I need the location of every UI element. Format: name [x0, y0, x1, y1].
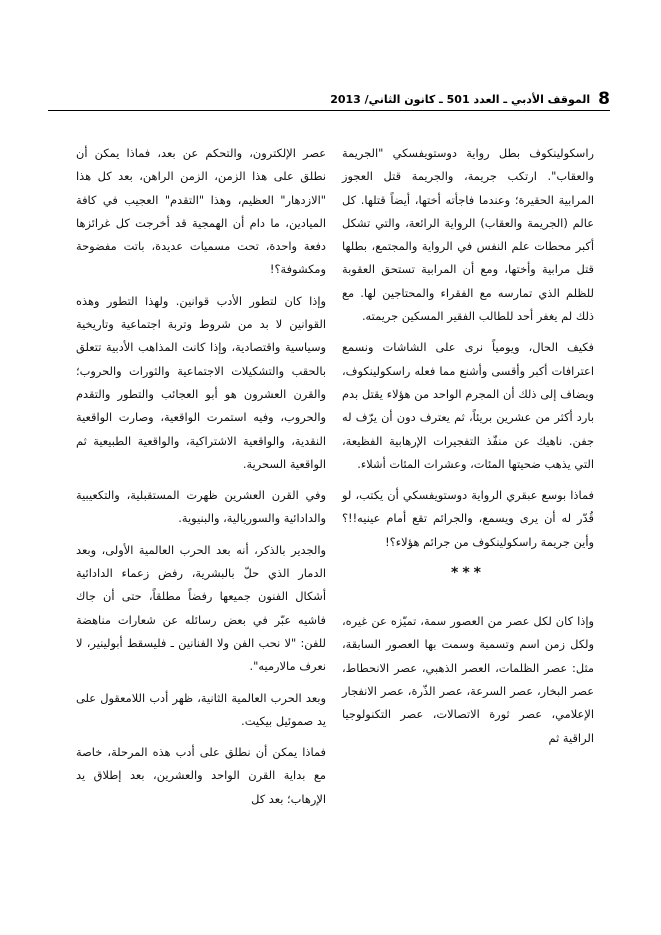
- article-paragraph: وفي القرن العشرين ظهرت المستقبلية، والتكعيبية والدادائية والسوريالية، والبنيوية.: [76, 488, 326, 526]
- article-paragraph: فماذا يمكن أن نطلق على أدب هذه المرحلة، خاصة مع بداية القرن الواحد والعشرين، بعد إطلاق يد الإرهاب؛ بعد كل: [76, 745, 326, 806]
- article-paragraph: فماذا بوسع عبقري الرواية دوستويفسكي أن يكتب، لو قُدّر له أن يرى ويسمع، والجرائم تقع أمام عينيه!!؟ وأين جريمة راسكولينكوف من جرائم هؤلاء؟!: [342, 488, 594, 549]
- left-column: [76, 142, 326, 819]
- header-rule: [48, 110, 610, 111]
- article-paragraph: وإذا كان لكل عصر من العصور سمة، تميّزه عن غيره، ولكل زمن اسم وتسمية وسمت بها العصور السابقة، مثل: عصر الظلمات، العصر الذهبي، عصر الانحطاط، عصر البخار، عصر السرعة، عصر الذّرة، عصر الانفجار الإعلامي، عصر ثورة الاتصالات، عصر التكنولوجيا الراقية ثم: [342, 614, 594, 745]
- article-paragraph: وإذا كان لتطور الأدب قوانين. ولهذا التطور وهذه القوانين لا بد من شروط وتربة اجتماعية وتاريخية وسياسية واقتصادية، وإذا كانت المذاهب الأدبية تتعلق بالحقب والتشكيلات الاجتماعية والثورات والحروب؛ والقرن العشرون هو أبو العجائب والتطور والتقدم والحروب، وفيه استمرت الواقعية، وصارت الواقعية النقدية، والواقعية الاشتراكية، والواقعية الطبيعية ثم الواقعية السحرية.: [76, 293, 326, 471]
- article-paragraph: فكيف الحال، ويومياً نرى على الشاشات ونسمع اعترافات أكبر وأقسى وأشنع مما فعله راسكولينكوف، ويضاف إلى ذلك أن المجرم الواحد من هؤلاء يقتل بدم بارد أكثر من عشرين بريئاً، ثم يعترف دون أن يرّف له جفن. ناهيك عن منفّذ التفجيرات الإرهابية الفظيعة، التي يذهب ضحيتها المئات، وعشرات المئات أشلاء.: [342, 340, 594, 471]
- page-header: [48, 86, 610, 108]
- article-paragraph: وبعد الحرب العالمية الثانية، ظهر أدب اللامعقول على يد صموئيل بيكيت.: [76, 690, 326, 728]
- right-column: [342, 142, 594, 758]
- running-title: الموقف الأدبي ـ العدد 501 ـ كانون الثاني/ 2013: [330, 93, 591, 106]
- page-number: 8: [598, 89, 610, 109]
- article-paragraph: عصر الإلكترون، والتحكم عن بعد، فماذا يمكن أن نطلق على هذا الزمن، الزمن الراهن، بعد كل هذا "الازدهار" العظيم، وهذا "التقدم" العجيب في كافة الميادين، ما دام أن الهمجية قد أخرجت كل غرائزها دفعة واحدة، تحت مسميات عديدة، باتت مفضوحة ومكشوفة؟!: [76, 146, 326, 277]
- article-paragraph: والجدير بالذكر، أنه بعد الحرب العالمية الأولى، وبعد الدمار الذي حلّ بالبشرية، رفض زعماء الدادائية أشكال الفنون جميعها رفضاً مطلقاً، حتى أن جاك فاشيه عبّر في بعض رسائله عن شعارات مناهضة للفن: "لا نحب الفن ولا الفنانين ـ فليسقط أبولينير، لا نعرف مالارميه".: [76, 542, 326, 674]
- section-separator: ***: [451, 565, 485, 582]
- article-paragraph: راسكولينكوف بطل رواية دوستويفسكي "الجريمة والعقاب". ارتكب جريمة، والجريمة قتل العجوز المرابية الحقيرة؛ وعندما فاجأته أختها، أيضاً قتلها. كل عالم (الجريمة والعقاب) الرواية الرائعة، والتي تشكل أكبر محطات علم النفس في الرواية والمجتمع، بطلها قتل مرابية وأختها، ومع أن المرابية تستحق العقوبة للظلم الذي تمارسه مع الفقراء والمحتاجين لها. مع ذلك لم يغفر أحد للطالب الفقير المسكين جريمته.: [342, 146, 594, 324]
